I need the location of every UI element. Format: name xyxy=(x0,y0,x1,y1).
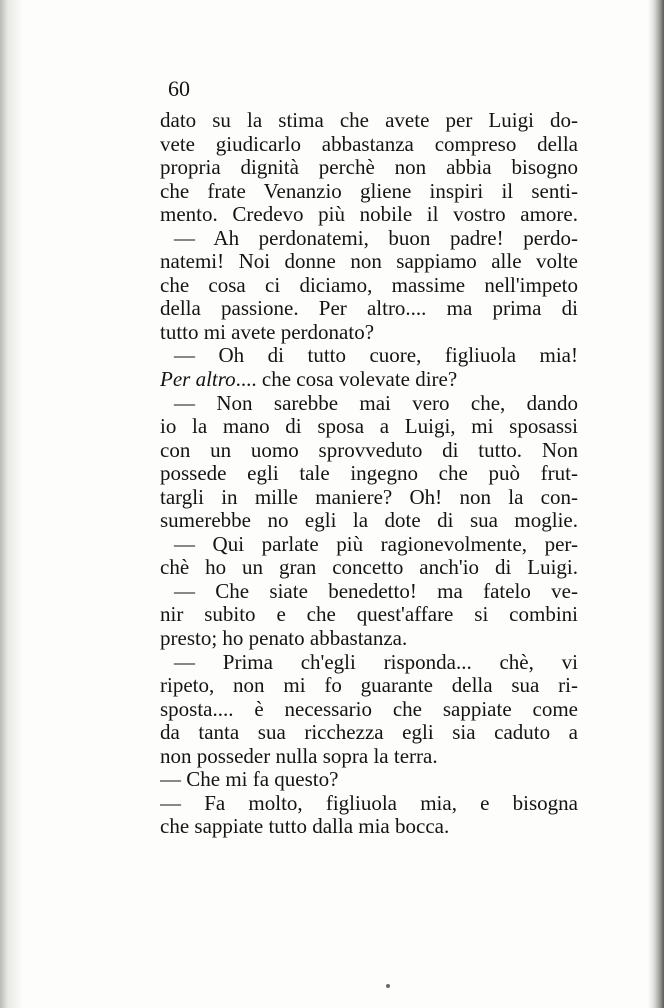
text-line: sposta.... è necessario che sappiate come xyxy=(160,697,578,721)
text-line: sumerebbe no egli la dote di sua moglie. xyxy=(160,509,578,533)
text-line: vete giudicarlo abbastanza compreso della xyxy=(160,132,578,156)
text-line: propria dignità perchè non abbia bisogno xyxy=(160,156,578,180)
text-line: da tanta sua ricchezza egli sia caduto a xyxy=(160,721,578,745)
text-line: — Non sarebbe mai vero che, dando xyxy=(174,391,578,415)
text-line: tutto mi avete perdonato? xyxy=(160,320,375,344)
text-line: — Che siate benedetto! ma fatelo ve- xyxy=(174,579,578,603)
text-line: non posseder nulla sopra la terra. xyxy=(160,744,438,768)
text-line: dato su la stima che avete per Luigi do- xyxy=(160,109,578,132)
line-text: .... che cosa volevate dire? xyxy=(235,368,458,392)
text-line: con un uomo sprovveduto di tutto. Non xyxy=(160,438,578,462)
text-line: — Qui parlate più ragionevolmente, per- xyxy=(174,532,578,556)
text-line: — Prima ch'egli risponda... chè, vi xyxy=(174,650,578,674)
text-line: possede egli tale ingegno che può frut- xyxy=(160,462,578,486)
body-text xyxy=(160,109,578,839)
text-line: presto; ho penato abbastanza. xyxy=(160,627,408,651)
text-line: — Ah perdonatemi, buon padre! perdo- xyxy=(174,226,578,250)
text-line: natemi! Noi donne non sappiamo alle volte xyxy=(160,250,578,274)
text-line: della passione. Per altro.... ma prima di xyxy=(160,297,578,321)
text-line: — Fa molto, figliuola mia, e bisogna xyxy=(160,791,578,815)
text-line: chè ho un gran concetto anch'io di Luigi. xyxy=(160,556,578,580)
text-line: nir subito e che quest'affare si combini xyxy=(160,603,578,627)
text-line: che sappiate tutto dalla mia bocca. xyxy=(160,815,450,839)
ink-speck xyxy=(386,984,390,988)
binding-edge-left xyxy=(0,0,22,1008)
text-line: ripeto, non mi fo guarante della sua ri- xyxy=(160,674,578,698)
text-line xyxy=(160,368,578,392)
italic-phrase: Per altro xyxy=(160,368,236,392)
text-line: mento. Credevo più nobile il vostro amore. xyxy=(160,203,578,227)
text-line: — Che mi fa questo? xyxy=(160,768,339,792)
page-edge-right xyxy=(648,0,664,1008)
text-line: che cosa ci diciamo, massime nell'impeto xyxy=(160,273,578,297)
text-line: targli in mille maniere? Oh! non la con- xyxy=(160,485,578,509)
text-line: io la mano di sposa a Luigi, mi sposassi xyxy=(160,415,578,439)
text-line: — Oh di tutto cuore, figliuola mia! xyxy=(174,344,578,368)
text-line: che frate Venanzio gliene inspiri il senti- xyxy=(160,179,578,203)
page-number: 60 xyxy=(168,76,190,101)
